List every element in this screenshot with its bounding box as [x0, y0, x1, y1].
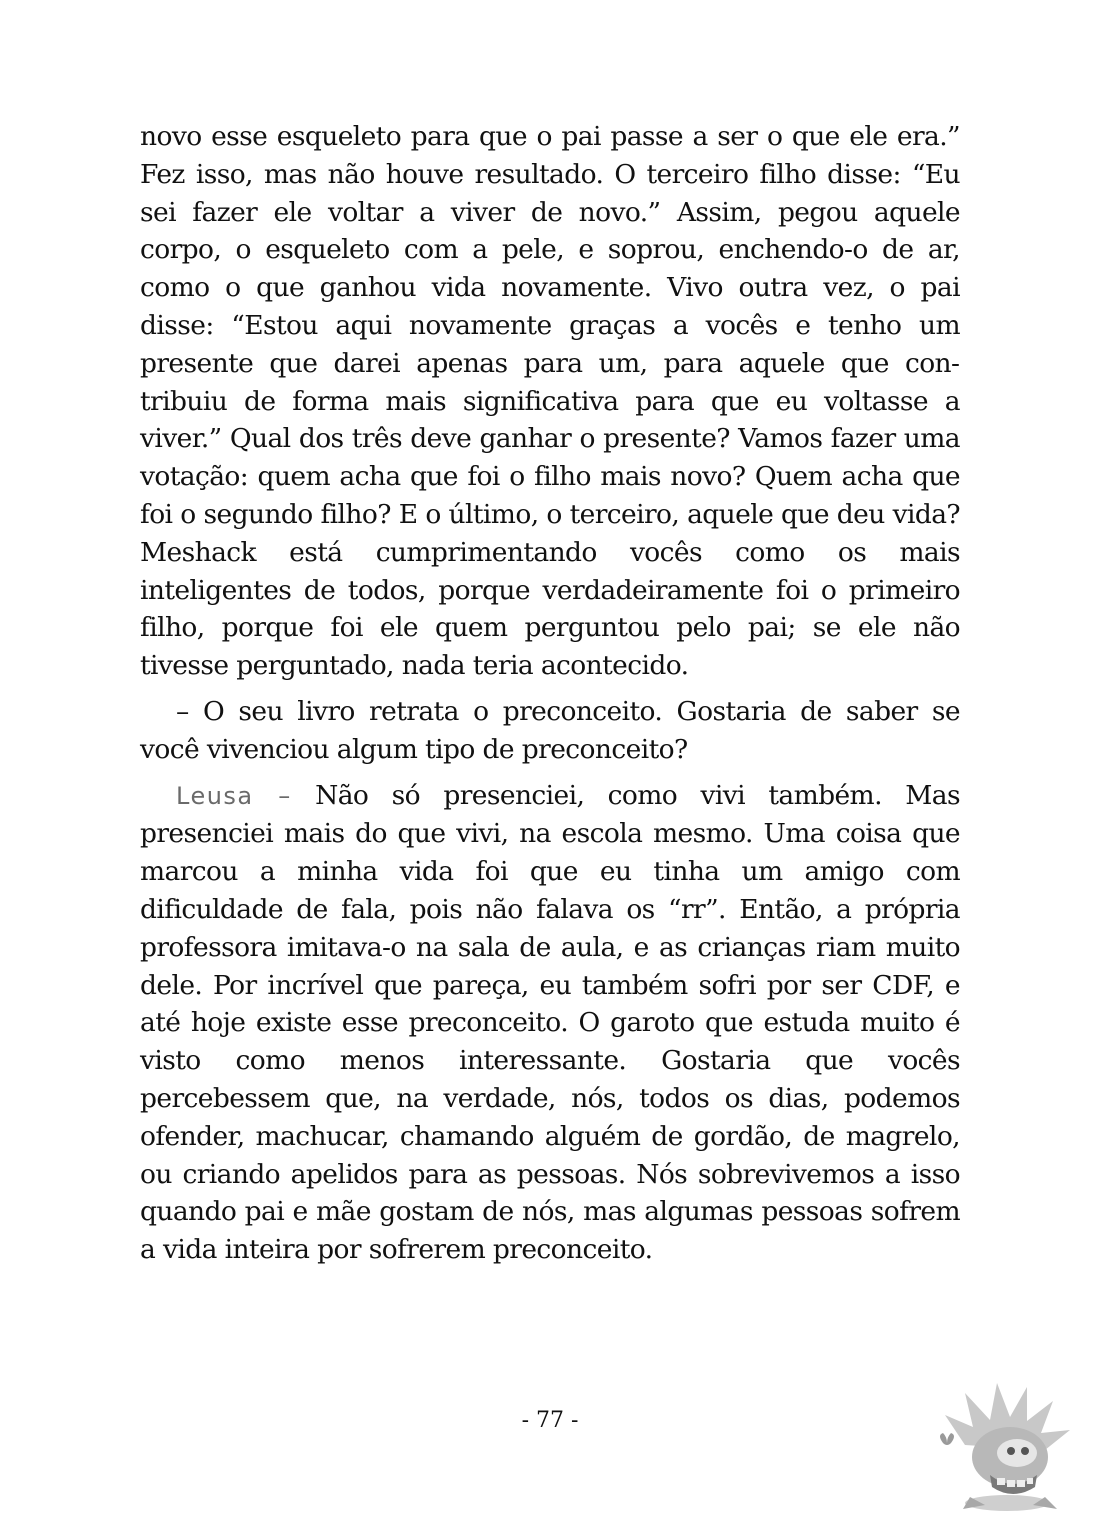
cartoon-mascot-icon [935, 1375, 1080, 1515]
answer-text: Não só presenciei, como vivi também. Mas presenciei mais do que vivi, na escola mesmo. Uma coisa que marcou a minha vida foi que eu tinha um amigo com dificuldade de fala, pois não falava os “rr”. Então, a própria professora imitava-o na sala de aula, e as crianças riam muito dele. Por incrível que pareça, eu também sofri por ser CDF, e até hoje existe esse preconceito. O garoto que estuda muito é visto como menos interessante. Gostaria que vocês percebessem que, na verdade, nós, todos os dias, podemos ofender, machucar, chamando alguém de gordão, de magrelo, ou criando apelidos para as pessoas. Nós sobrevivemos a isso quando pai e mãe gostam de nós, mas algumas pessoas sofrem a vida inteira por sofrerem preconceito. [140, 779, 960, 1266]
paragraph-answer [140, 777, 960, 1269]
speaker-label: Leusa – [176, 781, 292, 810]
page-body [140, 118, 960, 1277]
paragraph-story: novo esse esqueleto para que o pai passe a ser o que ele era.” Fez isso, mas não houve resultado. O terceiro filho disse: “Eu sei fazer ele voltar a viver de novo.” Assim, pegou aquele corpo, o esqueleto com a pele, e soprou, enchendo-o de ar, como o que ganhou vida novamente. Vivo outra vez, o pai disse: “Estou aqui novamente graças a vocês e tenho um presente que darei apenas para um, para aquele que contribuiu de forma mais significativa para que eu voltasse a viver.” Qual dos três deve ganhar o presente? Vamos fazer uma votação: quem acha que foi o filho mais novo? Quem acha que foi o segundo filho? E o último, o terceiro, aquele que deu vida? Meshack está cumprimentando vocês como os mais inteligentes de todos, porque verdadeiramente foi o primeiro filho, porque foi ele quem perguntou pelo pai; se ele não tivesse perguntado, nada teria acontecido. [140, 121, 960, 682]
paragraph-question: – O seu livro retrata o preconceito. Gostaria de saber se você vivenciou algum tipo de preconceito? [140, 695, 960, 765]
page-number: - 77 - [521, 1408, 579, 1433]
